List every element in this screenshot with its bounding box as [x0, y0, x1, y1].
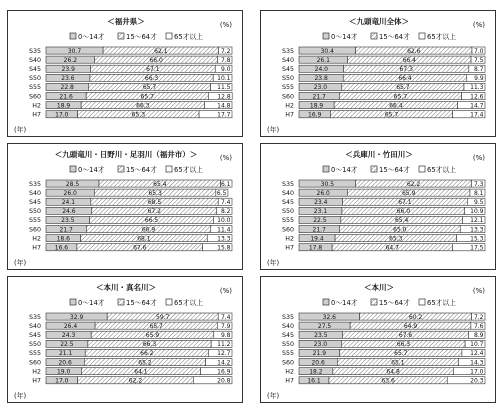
data-label: 7.3	[473, 180, 484, 188]
category-label: H2	[32, 235, 41, 243]
category-label: S45	[28, 199, 41, 206]
category-label: S45	[28, 66, 41, 73]
data-label: 23.5	[314, 332, 328, 339]
data-label: 65.3	[148, 189, 162, 197]
data-label: 65.7	[140, 93, 154, 101]
unit-label: (%)	[219, 154, 232, 162]
data-label: 11.2	[217, 341, 231, 349]
data-label: 66.0	[149, 56, 163, 64]
data-label: 10.7	[470, 341, 484, 349]
data-label: 65.9	[145, 332, 160, 339]
category-label: S50	[281, 208, 294, 216]
category-label: S40	[281, 189, 294, 197]
legend-swatch	[70, 299, 76, 305]
legend-label: 0～14才	[78, 166, 105, 174]
data-label: 21.1	[58, 350, 73, 358]
data-label: 67.6	[398, 332, 413, 339]
data-label: 24.6	[62, 208, 76, 216]
data-label: 16.9	[217, 368, 231, 376]
data-label: 68.1	[137, 235, 151, 243]
data-label: 26.2	[63, 56, 78, 64]
category-label: S60	[281, 226, 294, 234]
data-label: 17.0	[55, 111, 69, 119]
data-label: 14.8	[217, 102, 231, 110]
legend-swatch	[166, 166, 172, 172]
data-label: 8.7	[473, 66, 484, 73]
chart-panel-kuzuryu-whole	[260, 10, 496, 137]
data-label: 28.5	[65, 180, 80, 188]
data-label: 7.8	[220, 56, 231, 64]
data-label: 66.4	[402, 56, 416, 64]
data-label: 21.6	[59, 93, 73, 101]
year-label: (年)	[14, 259, 27, 267]
category-label: S35	[281, 180, 294, 188]
legend-label: 15～64才	[126, 166, 157, 174]
legend-swatch	[323, 33, 329, 39]
data-label: 64.9	[403, 322, 418, 330]
data-label: 10.0	[217, 217, 231, 225]
chart-panel-honkawa	[260, 276, 496, 403]
data-label: 8.2	[220, 208, 231, 216]
category-label: S50	[281, 75, 294, 83]
legend-label: 65才以上	[174, 33, 204, 41]
data-label: 66.3	[144, 75, 159, 83]
data-label: 17.5	[470, 244, 484, 252]
data-label: 16.9	[308, 111, 322, 119]
data-label: 24.1	[61, 199, 76, 206]
legend-swatch	[323, 299, 329, 305]
data-label: 18.2	[309, 368, 323, 376]
category-label: S60	[28, 226, 41, 234]
data-label: 21.7	[312, 93, 326, 101]
data-label: 21.9	[312, 350, 327, 358]
data-label: 10.9	[470, 208, 484, 216]
data-label: 65.7	[142, 84, 157, 92]
legend-label: 15～64才	[379, 33, 410, 41]
data-label: 14.2	[217, 359, 231, 367]
data-label: 12.1	[470, 217, 484, 225]
category-label: S35	[281, 47, 294, 55]
data-label: 26.1	[316, 56, 330, 64]
legend-swatch	[70, 166, 76, 172]
category-label: S55	[28, 350, 41, 358]
category-label: S35	[28, 180, 41, 188]
category-label: H7	[32, 111, 41, 119]
data-label: 18.9	[309, 102, 324, 110]
data-label: 22.5	[313, 217, 327, 225]
category-label: S40	[281, 322, 294, 330]
data-label: 14.7	[470, 102, 484, 110]
legend-swatch	[166, 299, 172, 305]
data-label: 23.6	[61, 75, 75, 83]
data-label: 66.2	[140, 350, 154, 358]
data-label: 68.5	[147, 199, 162, 206]
data-label: 64.8	[386, 368, 400, 376]
data-label: 67.3	[399, 66, 413, 73]
category-label: H2	[285, 368, 294, 376]
category-label: S35	[28, 313, 41, 321]
data-label: 7.2	[220, 47, 231, 55]
data-label: 22.5	[60, 341, 74, 349]
data-label: 24.3	[61, 332, 76, 339]
category-label: H2	[285, 102, 294, 110]
category-label: S45	[28, 332, 41, 339]
data-label: 18.6	[56, 235, 70, 243]
data-label: 9.9	[474, 75, 484, 83]
category-label: H2	[285, 235, 294, 243]
data-label: 64.7	[385, 244, 399, 252]
category-label: S50	[28, 75, 41, 83]
legend-swatch	[419, 33, 425, 39]
data-label: 65.7	[384, 111, 399, 119]
chart-title: ＜九頭竜川全体＞	[349, 17, 409, 26]
legend-label: 65才以上	[174, 299, 204, 307]
category-label: S60	[28, 93, 41, 101]
data-label: 9.5	[473, 199, 484, 206]
legend-label: 0～14才	[331, 299, 358, 307]
legend-swatch	[371, 299, 377, 305]
data-label: 17.7	[217, 111, 231, 119]
chart-title: ＜本川・真名川＞	[96, 283, 156, 292]
legend-swatch	[323, 166, 329, 172]
data-label: 8.1	[473, 189, 484, 197]
data-label: 11.4	[217, 226, 231, 234]
stacked-bar-chart	[261, 277, 497, 404]
data-label: 20.8	[217, 377, 231, 385]
data-label: 9.0	[220, 66, 231, 73]
chart-title: ＜九頭竜川・日野川・足羽川（福井市）＞	[54, 150, 198, 159]
category-label: S55	[281, 217, 294, 225]
data-label: 65.2	[138, 359, 152, 367]
data-label: 65.3	[389, 235, 403, 243]
data-label: 17.4	[470, 111, 484, 119]
data-label: 15.8	[217, 244, 231, 252]
category-label: S55	[28, 217, 41, 225]
data-label: 30.4	[320, 47, 334, 55]
data-label: 14.3	[470, 359, 484, 367]
data-label: 12.4	[470, 350, 484, 358]
year-label: (年)	[14, 126, 27, 134]
data-label: 65.7	[149, 322, 163, 330]
data-label: 6.5	[216, 189, 227, 197]
legend-label: 0～14才	[331, 33, 358, 41]
category-label: S55	[281, 350, 294, 358]
category-label: S60	[281, 359, 294, 367]
data-label: 7.4	[220, 313, 231, 321]
data-label: 60.2	[408, 313, 423, 321]
data-label: 23.9	[61, 66, 75, 73]
data-label: 17.0	[470, 368, 484, 376]
legend-label: 15～64才	[379, 299, 410, 307]
category-label: S40	[28, 189, 41, 197]
data-label: 20.6	[58, 359, 72, 367]
data-label: 59.7	[156, 313, 170, 321]
data-label: 26.4	[63, 322, 78, 330]
year-label: (年)	[267, 392, 280, 400]
category-label: H2	[32, 102, 41, 110]
category-label: H7	[32, 377, 41, 385]
legend-swatch	[70, 33, 76, 39]
category-label: H7	[285, 377, 294, 385]
chart-title: ＜福井県＞	[107, 17, 145, 26]
stacked-bar-chart	[8, 11, 244, 138]
data-label: 64.1	[134, 368, 148, 376]
data-label: 23.8	[314, 75, 328, 83]
chart-panel-honkawa-managawa	[7, 276, 243, 403]
data-label: 12.8	[217, 93, 231, 101]
data-label: 12.7	[217, 350, 231, 358]
legend-label: 15～64才	[126, 33, 157, 41]
data-label: 7.6	[473, 322, 484, 330]
category-label: S50	[28, 208, 41, 216]
category-label: S40	[28, 56, 41, 64]
legend-swatch	[118, 299, 124, 305]
category-label: S60	[281, 93, 294, 101]
legend-label: 15～64才	[379, 166, 410, 174]
data-label: 21.7	[59, 226, 73, 234]
data-label: 13.3	[470, 226, 484, 234]
unit-label: (%)	[219, 287, 232, 295]
legend-label: 0～14才	[78, 33, 105, 41]
category-label: H7	[285, 111, 294, 119]
data-label: 10.1	[217, 75, 231, 83]
data-label: 65.4	[153, 180, 167, 188]
data-label: 65.1	[391, 359, 405, 367]
data-label: 23.0	[313, 341, 328, 349]
data-label: 62.2	[128, 377, 143, 385]
data-label: 17.8	[308, 244, 323, 252]
data-label: 19.4	[310, 235, 324, 243]
data-label: 23.1	[313, 208, 328, 216]
legend-label: 0～14才	[331, 166, 358, 174]
data-label: 11.3	[470, 84, 484, 92]
data-label: 27.5	[317, 322, 332, 330]
data-label: 65.7	[394, 350, 408, 358]
data-label: 21.7	[312, 226, 326, 234]
data-label: 18.9	[56, 102, 71, 110]
unit-label: (%)	[472, 21, 485, 29]
category-label: S40	[28, 322, 41, 330]
category-label: S60	[28, 359, 41, 367]
data-label: 67.6	[133, 244, 147, 252]
category-label: S55	[28, 84, 41, 92]
stacked-bar-chart	[261, 144, 497, 271]
stacked-bar-chart	[8, 277, 244, 404]
data-label: 62.2	[406, 180, 421, 188]
data-label: 23.4	[314, 199, 328, 206]
data-label: 63.6	[381, 377, 395, 385]
legend-swatch	[371, 33, 377, 39]
legend-swatch	[419, 166, 425, 172]
data-label: 30.7	[67, 47, 82, 55]
data-label: 7.9	[220, 322, 231, 330]
data-label: 16.1	[307, 377, 321, 385]
data-label: 66.0	[396, 208, 411, 216]
data-label: 65.4	[394, 217, 409, 225]
category-label: S35	[281, 313, 294, 321]
data-label: 66.3	[142, 341, 157, 349]
data-label: 7.5	[473, 56, 484, 64]
data-label: 62.6	[407, 47, 421, 55]
data-label: 11.5	[217, 84, 231, 92]
legend-swatch	[371, 166, 377, 172]
legend-label: 65才以上	[427, 33, 457, 41]
chart-title: ＜兵庫川・竹田川＞	[345, 150, 413, 159]
year-label: (年)	[267, 259, 280, 267]
year-label: (年)	[14, 392, 27, 400]
data-label: 32.9	[69, 313, 84, 321]
category-label: S45	[281, 199, 294, 206]
data-label: 20.6	[311, 359, 325, 367]
stacked-bar-chart	[8, 144, 244, 271]
data-label: 7.2	[473, 313, 484, 321]
data-label: 32.6	[322, 313, 336, 321]
chart-panel-fukui-city	[7, 143, 243, 270]
data-label: 67.1	[398, 199, 412, 206]
data-label: 65.9	[401, 189, 416, 197]
category-label: S55	[281, 84, 294, 92]
unit-label: (%)	[472, 287, 485, 295]
legend-swatch	[118, 166, 124, 172]
data-label: 22.8	[60, 84, 74, 92]
data-label: 65.7	[396, 84, 410, 92]
chart-panel-fukui	[7, 10, 243, 137]
legend-label: 65才以上	[427, 166, 457, 174]
data-label: 67.2	[147, 208, 161, 216]
legend-swatch	[118, 33, 124, 39]
legend-label: 0～14才	[78, 299, 105, 307]
category-label: H2	[32, 368, 41, 376]
category-label: S35	[28, 47, 41, 55]
legend-label: 65才以上	[174, 166, 204, 174]
data-label: 7.4	[220, 199, 231, 206]
data-label: 9.8	[220, 332, 231, 339]
data-label: 66.4	[398, 75, 412, 83]
category-label: S50	[281, 341, 294, 349]
legend-swatch	[419, 299, 425, 305]
legend-swatch	[166, 33, 172, 39]
category-label: H7	[285, 244, 294, 252]
category-label: S50	[28, 341, 41, 349]
data-label: 66.3	[396, 341, 411, 349]
data-label: 20.3	[470, 377, 484, 385]
data-label: 19.0	[56, 368, 71, 376]
category-label: S45	[281, 332, 294, 339]
category-label: H7	[32, 244, 41, 252]
data-label: 23.5	[61, 217, 75, 225]
data-label: 24.0	[314, 66, 328, 73]
data-label: 23.0	[313, 84, 328, 92]
data-label: 26.0	[63, 189, 77, 197]
data-label: 16.6	[54, 244, 69, 252]
data-label: 17.0	[55, 377, 69, 385]
data-label: 12.6	[470, 93, 484, 101]
chart-title: ＜本川＞	[364, 283, 394, 292]
chart-panel-hyogo-takeda	[260, 143, 496, 270]
data-label: 15.3	[470, 235, 484, 243]
category-label: S40	[281, 56, 294, 64]
data-label: 65.3	[131, 111, 146, 119]
data-label: 62.1	[154, 47, 168, 55]
legend-label: 65才以上	[427, 299, 457, 307]
data-label: 65.7	[393, 93, 408, 101]
data-label: 6.1	[220, 180, 231, 188]
unit-label: (%)	[219, 21, 232, 29]
year-label: (年)	[267, 126, 280, 134]
data-label: 30.5	[320, 180, 335, 188]
data-label: 67.1	[146, 66, 160, 73]
data-label: 66.4	[389, 102, 403, 110]
data-label: 13.3	[217, 235, 231, 243]
data-label: 7.0	[473, 47, 484, 55]
category-label: S45	[281, 66, 294, 73]
data-label: 66.5	[144, 217, 159, 225]
data-label: 66.9	[141, 226, 156, 234]
data-label: 65.0	[393, 226, 407, 234]
stacked-bar-chart	[261, 11, 497, 138]
unit-label: (%)	[472, 154, 485, 162]
legend-label: 15～64才	[126, 299, 157, 307]
data-label: 26.0	[316, 189, 330, 197]
data-label: 8.9	[473, 332, 484, 339]
data-label: 66.3	[136, 102, 150, 110]
